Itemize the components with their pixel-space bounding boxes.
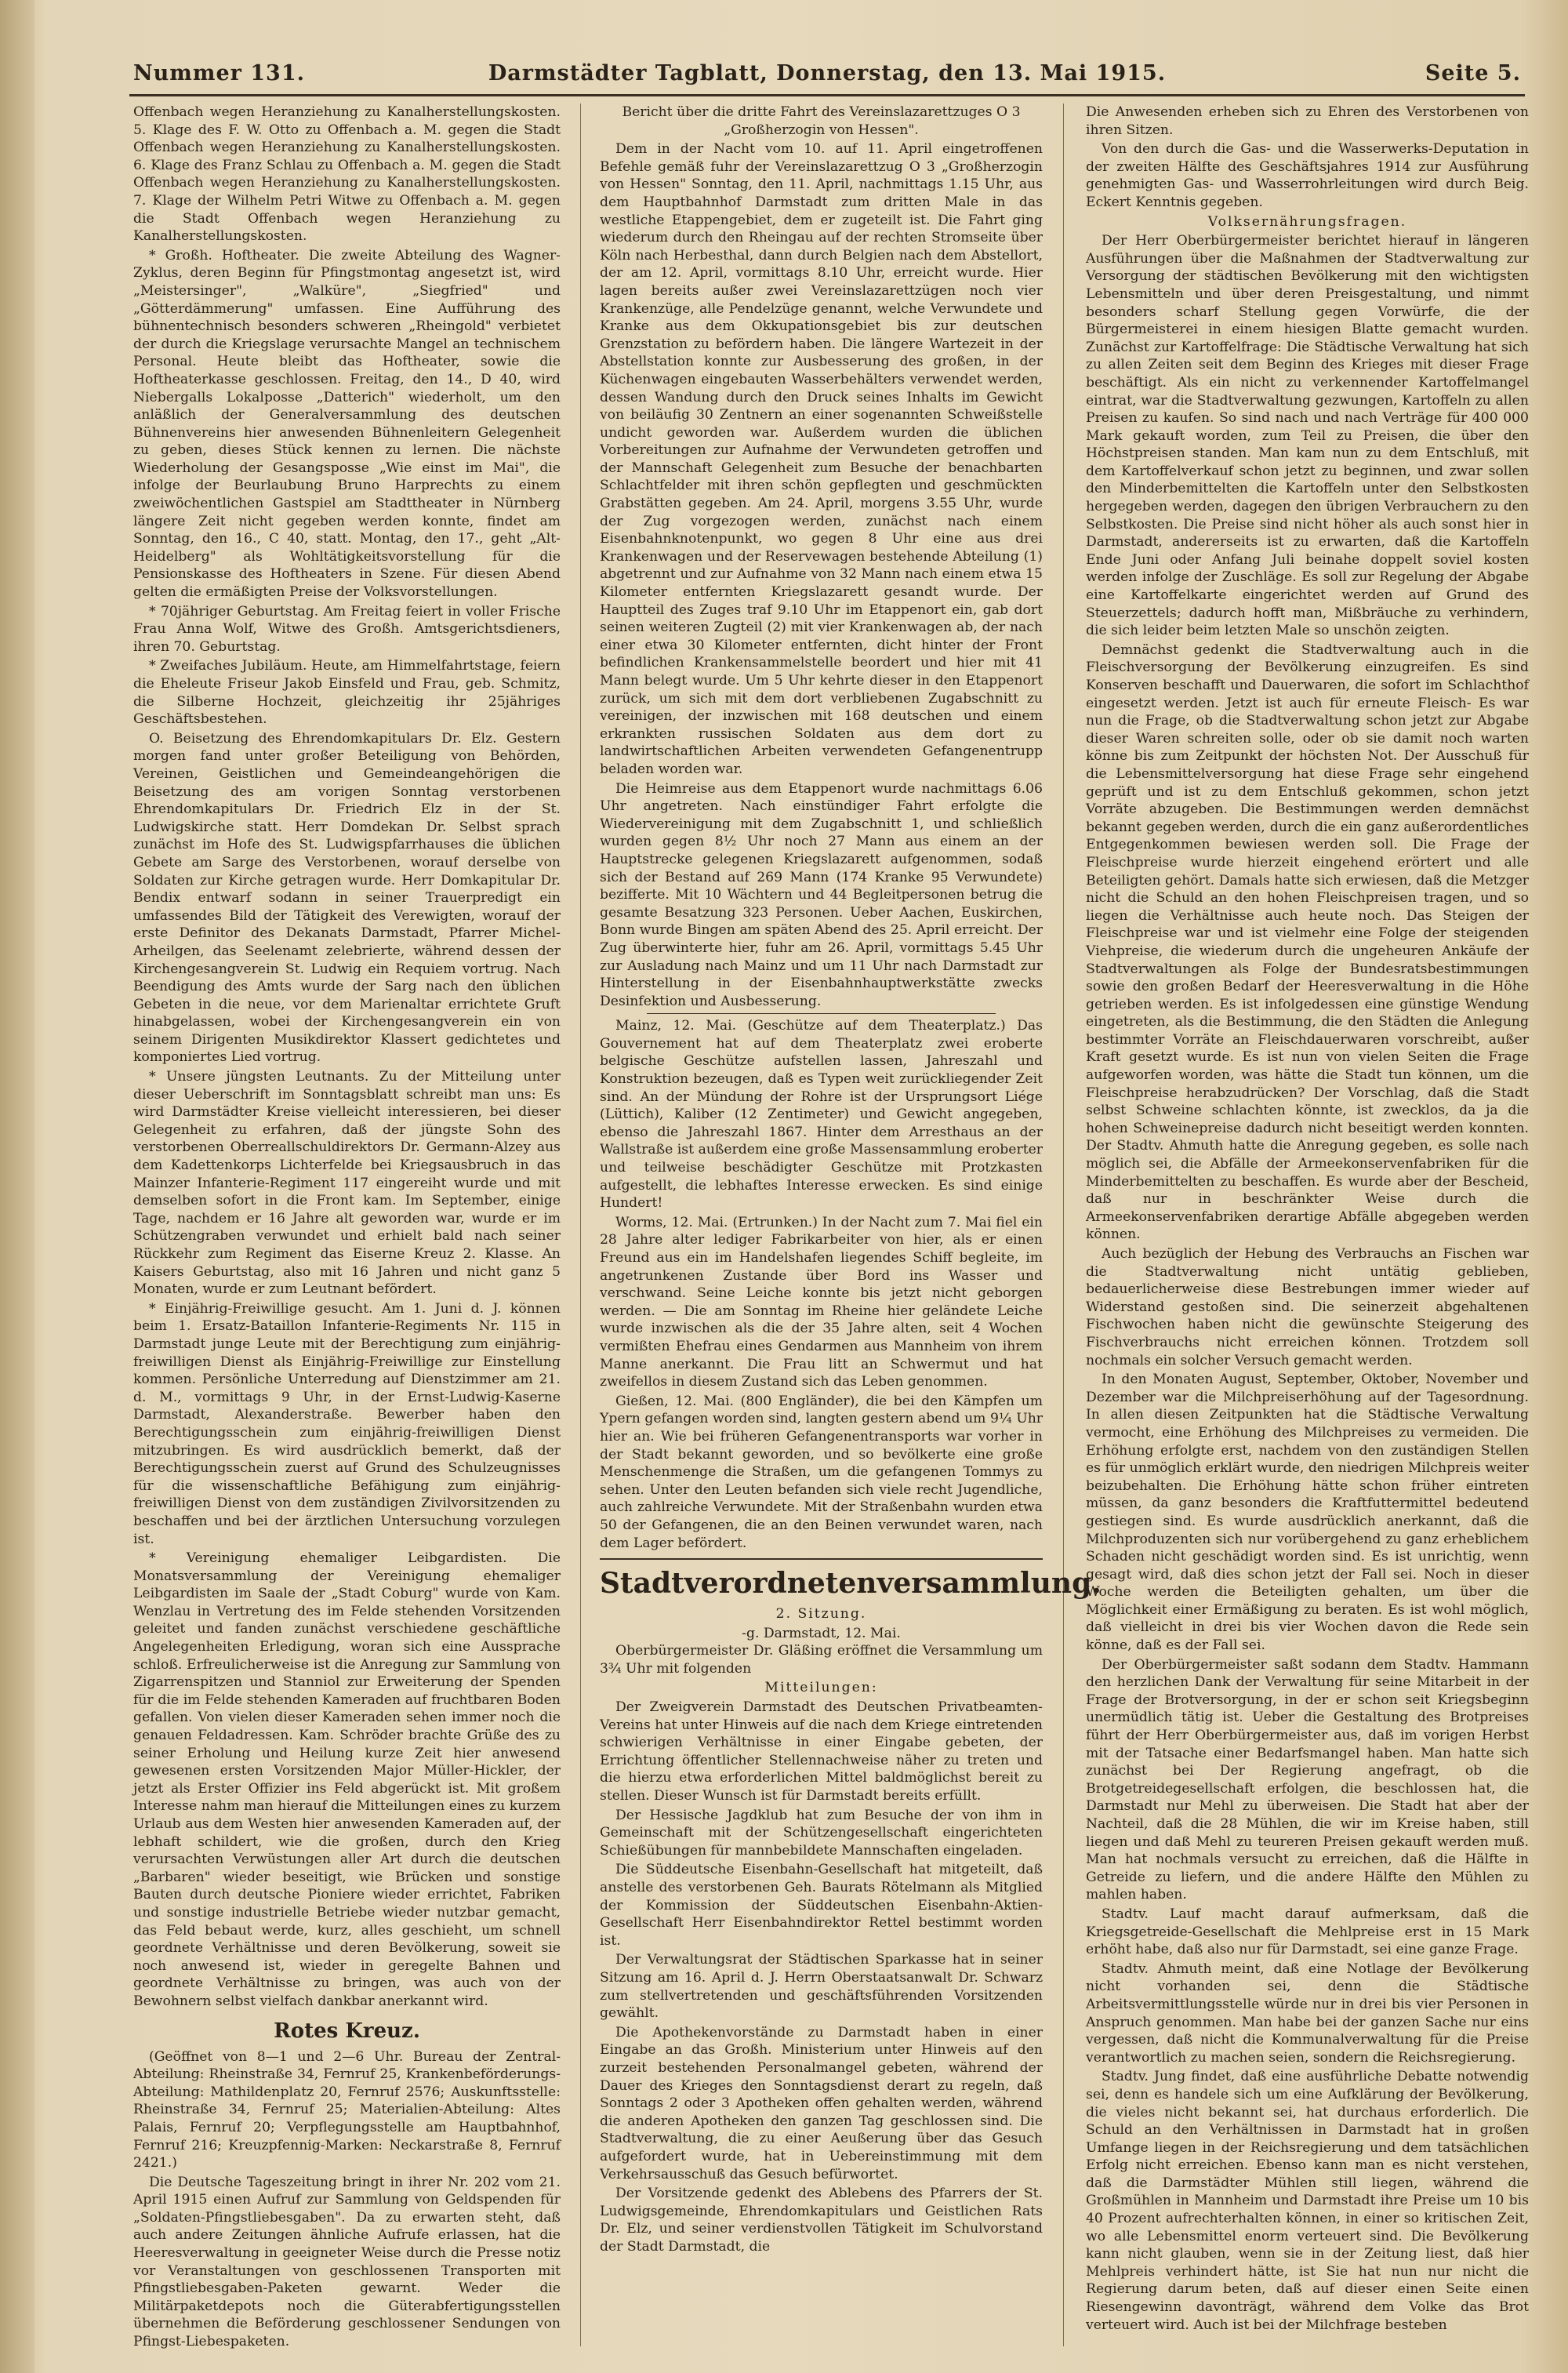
- column-right: [1086, 104, 1529, 2346]
- paragraph: Stadtv. Jung findet, daß eine ausführliche Debatte notwendig sei, denn es handele sich um eine Aufklärung der Bevölkerung, die vieles nicht bekannt sei, hat durchaus erforderlich. Die Schuld an den Verhältnissen in Darmstadt hat in großen Umfange liegen in der Reichsregierung und dem tatsächlichen Erfolg nicht erreichen. Ebenso kann man es nicht verstehen, daß die Darmstädter Mühlen still liegen, während die Großmühlen in Mannheim und Darmstadt ihre Preise um 10 bis 40 Prozent aufrechterhalten können, in einer so kritischen Zeit, wo alle Lebensmittel enorm verteuert sind. Die Bevölkerung kann nicht glauben, wenn sie in der Zeitung liest, daß hier Mehlpreis verhindert hätte, ist Sie hat nun nur nicht die Regierung darum beten, daß auf dieser einen Seite einen Riesengewinn davonträgt, während dem Volke das Brot verteuert wird. Auch ist bei der Milchfrage besteben: [1086, 2069, 1529, 2333]
- column-divider-1: [580, 104, 581, 2346]
- paragraph: Die Apothekenvorstände zu Darmstadt haben in einer Eingabe an das Großh. Ministerium unter Hinweis auf den zurzeit bestehenden Personalmangel gebeten, während der Dauer des Krieges den Sonntagsdienst derart zu regeln, daß Sonntags 2 oder 3 Apotheken offen gehalten werden, während die anderen Apotheken den ganzen Tag geschlossen sind. Die Stadtverwaltung, die zu einer Aeußerung über das Gesuch aufgefordert wurde, hat in Uebereinstimmung mit dem Verkehrsausschuß das Gesuch befürwortet.: [600, 2024, 1043, 2182]
- paragraph: Offenbach wegen Heranziehung zu Kanalherstellungskosten. 5. Klage des F. W. Otto zu Offenbach a. M. gegen die Stadt Offenbach wegen Heranziehung zu Kanalherstellungskosten. 6. Klage des Franz Schlau zu Offenbach a. M. gegen die Stadt Offenbach wegen Heranziehung zu Kanalherstellungskosten. 7. Klage der Wilhelm Petri Witwe zu Offenbach a. M. gegen die Stadt Offenbach wegen Heranziehung zu Kanalherstellungskosten.: [133, 104, 561, 245]
- issue-number: Nummer 131.: [133, 61, 306, 85]
- masthead-line: Darmstädter Tagblatt, Donnerstag, den 13. Mai 1915.: [488, 61, 1167, 85]
- dateline: -g. Darmstadt, 12. Mai.: [742, 1625, 901, 1641]
- session-number: 2. Sitzung.: [775, 1606, 867, 1623]
- paragraph: * 70jähriger Geburtstag. Am Freitag feiert in voller Frische Frau Anna Wolf, Witwe des Großh. Amtsgerichtsdieners, ihren 70. Geburtstag.: [133, 603, 561, 655]
- paragraph: Die Heimreise aus dem Etappenort wurde nachmittags 6.06 Uhr angetreten. Nach einstündiger Fahrt erfolgte die Wiedervereinigung mit dem Zugabschnitt 1, und schließlich wurden gegen 8½ Uhr noch 27 Mann aus einem an der Hauptstrecke gelegenen Kriegslazarett aufgenommen, sodaß sich der Bestand auf 269 Mann (174 Kranke 95 Verwundete) bezifferte. Mit 10 Wächtern und 44 Begleitpersonen betrug die gesamte Besatzung 323 Personen. Ueber Aachen, Euskirchen, Bonn wurde Bingen am späten Abend des 25. April erreicht. Der Zug überwinterte hier, fuhr am 26. April, vormittags 5.45 Uhr zur Ausladung nach Mainz und um 11 Uhr nach Darmstadt zur Hinterstellung in der Eisenbahnhauptwerkstätte zwecks Desinfektion und Ausbesserung.: [600, 780, 1043, 1009]
- paragraph: Die Anwesenden erheben sich zu Ehren des Verstorbenen von ihren Sitzen.: [1086, 104, 1529, 138]
- subheading-food-questions: Volksernährungsfragen.: [1207, 213, 1407, 230]
- column-left: [133, 104, 561, 2350]
- paragraph: * Zweifaches Jubiläum. Heute, am Himmelfahrtstage, feiern die Eheleute Friseur Jakob Einsfeld und Frau, geb. Schmitz, die Silberne Hochzeit, gleichzeitig ihr 25jähriges Geschäftsbestehen.: [133, 658, 561, 728]
- paragraph: Gießen, 12. Mai. (800 Engländer), die bei den Kämpfen um Ypern gefangen worden sind, langten gestern abend um 9¼ Uhr hier an. Wie bei früheren Gefangenentransports war vorher in der Stadt bekannt geworden, und so bevölkerte eine große Menschenmenge die Straßen, um die gefangenen Tommys zu sehen. Unter den Leuten befanden sich viele recht Jugendliche, auch zahlreiche Verwundete. Mit der Straßenbahn wurden etwa 50 der Gefangenen, die an den Beinen verwundet waren, nach dem Lager befördert.: [600, 1393, 1043, 1551]
- paragraph: Dem in der Nacht vom 10. auf 11. April eingetroffenen Befehle gemäß fuhr der Vereinslazarettzug O 3 „Großherzogin von Hessen" Sonntag, den 11. April, nachmittags 1.15 Uhr, aus dem Hauptbahnhof Darmstadt zum dritten Male in das westliche Etappengebiet, dem er zugeteilt ist. Die Fahrt ging wiederum durch den Rheingau auf der rechten Stromseite über Köln nach Herbesthal, dann durch Belgien nach dem Abstellort, der am 12. April, vormittags 8.10 Uhr, erreicht wurde. Hier lagen bereits außer zwei Vereinslazarettzügen noch vier Krankenzüge, alle Pendelzüge genannt, welche Verwundete und Kranke aus dem Okkupationsgebiet bis zur deutschen Grenzstation zu befördern haben. Die längere Wartezeit in der Abstellstation konnte zur Ausbesserung des großen, in der Küchenwagen eingebauten Wasserbehälters verwendet werden, dessen Wandung durch den Druck seines Inhalts im Gewicht von beiläufig 30 Zentnern an einer sogenannten Schweißstelle undicht geworden war. Außerdem wurden die üblichen Vorbereitungen zur Aufnahme der Verwundeten getroffen und der Mannschaft Gelegenheit zum Besuche der benachbarten Schlachtfelder mit ihren schön gepflegten und geschmückten Grabstätten gegeben. Am 24. April, morgens 3.55 Uhr, wurde der Zug vorgezogen werden, zunächst nach einem Eisenbahnknotenpunkt, wo gegen 8 Uhr eine aus drei Krankenwagen und der Reservewagen bestehende Abteilung (1) abgetrennt und zur Aufnahme von 32 Mann nach einem etwa 15 Kilometer entfernten Kriegslazarett gesandt wurde. Der Hauptteil des Zuges traf 9.10 Uhr im Etappenort ein, gab dort seinen weiteren Zugteil (2) mit vier Krankenwagen ab, der nach einer etwa 30 Kilometer entfernten, dicht hinter der Front befindlichen Krankensammelstelle beordert und hier mit 41 Mann belegt wurde. Um 5 Uhr kehrte dieser in den Etappenort zurück, um sich mit dem dort verbliebenen Zugabschnitt zu vereinigen, der inzwischen mit 168 deutschen und einem erkrankten russischen Soldaten aus dem dort zu landwirtschaftlichen Arbeiten verwendeten Gefangenentrupp beladen worden war.: [600, 141, 1043, 777]
- paragraph: Oberbürgermeister Dr. Gläßing eröffnet die Versammlung um 3¾ Uhr mit folgenden: [600, 1643, 1043, 1677]
- paragraph: Auch bezüglich der Hebung des Verbrauchs an Fischen war die Stadtverwaltung nicht untätig geblieben, bedauerlicherweise diese Bestrebungen immer wieder auf Widerstand gestoßen sind. Die seinerzeit abgehaltenen Fischwochen haben nicht die gewünschte Steigerung des Fischverbrauchs nicht erreichen können. Trotzdem soll nochmals ein solcher Versuch gemacht werden.: [1086, 1246, 1529, 1368]
- paragraph: Die Deutsche Tageszeitung bringt in ihrer Nr. 202 vom 21. April 1915 einen Aufruf zur Sammlung von Geldspenden für „Soldaten-Pfingstliebesgaben". Da zu erwarten steht, daß auch andere Zeitungen ähnliche Aufrufe erlassen, hat die Heeresverwaltung in geeigneter Weise durch die Presse notiz vor Veranstaltungen von geschlossenen Transporten mit Pfingstliebesgaben-Paketen gewarnt. Weder die Militärpaketdepots noch die Güterabfertigungsstellen übernehmen die Beförderung geschlossener Sendungen von Pfingst-Liebespaketen.: [133, 2174, 561, 2350]
- paragraph: O. Beisetzung des Ehrendomkapitulars Dr. Elz. Gestern morgen fand unter großer Beteiligung von Behörden, Vereinen, Geistlichen und Gemeindeangehörigen die Beisetzung des am vorigen Sonntag verstorbenen Ehrendomkapitulars Dr. Friedrich Elz in der St. Ludwigskirche statt. Herr Domdekan Dr. Selbst sprach zunächst im Hofe des St. Ludwigspfarrhauses die üblichen Gebete am Sarge des Verstorbenen, worauf derselbe von Soldaten zur Kirche getragen wurde. Herr Domkapitular Dr. Bendix entwarf sodann in seiner Trauerpredigt ein umfassendes Bild der Tätigkeit des Verewigten, worauf der erste Definitor des Dekanats Darmstadt, Pfarrer Michel-Arheilgen, das Seelenamt zelebrierte, während dessen der Kirchengesangverein St. Ludwig ein Requiem vortrug. Nach Beendigung des Amts wurde der Sarg nach den üblichen Gebeten in die neue, vor dem Marienaltar errichtete Gruft hinabgelassen, wobei der Kirchengesangverein ein von seinem Dirigenten Musikdirektor Klassert gedichtetes und komponiertes Lied vortrug.: [133, 730, 561, 1066]
- divider: [647, 1013, 996, 1014]
- paragraph: Der Zweigverein Darmstadt des Deutschen Privatbeamten-Vereins hat unter Hinweis auf die nach dem Kriege eintretenden schwierigen Verhältnisse in einer Eingabe gebeten, der Errichtung öffentlicher Stellennachweise näher zu treten und die hierzu etwa erforderlichen Mittel baldmöglichst bereit zu stellen. Dieser Wunsch ist für Darmstadt bereits erfüllt.: [600, 1699, 1043, 1804]
- paragraph: Demnächst gedenkt die Stadtverwaltung auch in die Fleischversorgung der Bevölkerung einzugreifen. Es sind Konserven beschafft und Dauerwaren, die sofort im Schlachthof eingesetzt werden. Jetzt ist auch für erneute Fleisch- Es war nun die Frage, ob die Stadtverwaltung schon jetzt zur Abgabe dieser Waren schreiten solle, oder ob sie damit noch warten könne bis zum Zeitpunkt der höchsten Not. Der Ausschuß für die Lebensmittelversorgung hat diese Frage sehr eingehend geprüft und ist zu dem Entschluß gekommen, schon jetzt Vorräte abzugeben. Die Bestimmungen werden demnächst bekannt gegeben werden, durch die ein ganz außerordentliches Entgegenkommen bewiesen werden soll. Die Frage der Fleischpreise wurde hierzeit eingehend erörtert und alle Beteiligten gehört. Damals hatte sich erwiesen, daß die Metzger nicht die Schuld an den hohen Fleischpreisen tragen, und so liegen die Verhältnisse auch heute noch. Das Steigen der Fleischpreise war und ist vielmehr eine Folge der steigenden Viehpreise, die wiederum durch die ungeheuren Ankäufe der Stadtverwaltungen als Folge der Bundesratsbestimmungen sowie den großen Bedarf der Heeresverwaltung in die Höhe getrieben werden. Es ist infolgedessen eine günstige Wendung eingetreten, als die Bestimmung, die den Städten die Anlegung bestimmter Vorräte an Fleischdauerwaren vorschreibt, außer Kraft gesetzt wurde. Es ist nun von vielen Seiten die Frage aufgeworfen worden, was hätte die Stadt tun können, um die Fleischpreise herabzudrücken? Der Vorschlag, daß die Stadt selbst Schweine schlachten könnte, ist zwecklos, da ja die hohen Schweinepreise dadurch nicht beseitigt werden konnten. Der Stadtv. Ahmuth hatte die Anregung gegeben, es solle nach möglich sei, die Abfälle der Armeekonservenfabriken für die Minderbemittelten zu beschaffen. Es wurde aber der Bescheid, daß nur in beschränkter Weise durch die Armeekonservenfabriken derartige Abfälle abgegeben werden können.: [1086, 641, 1529, 1243]
- paragraph: In den Monaten August, September, Oktober, November und Dezember war die Milchpreiserhöhung auf der Tagesordnung. In allen diesen Zeitpunkten hat die Städtische Verwaltung vermocht, eine Erhöhung des Milchpreises zu vermeiden. Die Erhöhung erfolgte erst, nachdem von den zuständigen Stellen es für unmöglich erklärt wurde, den niedrigen Milchpreis weiter beizubehalten. Die Erhöhung hätte schon früher eintreten müssen, da ganz besonders die Kraftfuttermittel bedeutend gestiegen sind. Es wurde ausdrücklich anerkannt, daß die Milchproduzenten sich nur vorübergehend zu ganz erheblichem Schaden nicht geschädigt worden sind. Es ist unrichtig, wenn gesagt wird, daß dies schon jetzt der Fall sei. Noch in dieser Woche werden die Beteiligten gehalten, um über die Möglichkeit einer Ermäßigung zu beraten. Es ist wohl möglich, daß vielleicht in drei bis vier Wochen davon die Rede sein könne, daß es der Fall sei.: [1086, 1372, 1529, 1654]
- paragraph: Der Oberbürgermeister saßt sodann dem Stadtv. Hammann den herzlichen Dank der Verwaltung für seine Mitarbeit in der Frage der Brotversorgung, in der er schon seit Kriegsbeginn unermüdlich tätig ist. Ueber die Gestaltung des Brotpreises führt der Herr Oberbürgermeister aus, daß im vorigen Herbst mit der Tatsache einer Bedarfsmangel haben. Man hatte sich zunächst bei Der Regierung angefragt, ob die Brotgetreidegesellschaft erfolgen, die beschlossen hat, die Darmstadt nur Mehl zu überweisen. Die Stadt hat aber der Nachteil, daß die 28 Mühlen, die wir im Kreise haben, still liegen und daß Mehl zu teureren Preisen gekauft werden muß. Man hat nochmals versucht zu erreichen, daß die Hälfte in Getreide zu liefern, und die andere Hälfte den Mühlen zu mahlen haben.: [1086, 1656, 1529, 1903]
- paragraph: Die Süddeutsche Eisenbahn-Gesellschaft hat mitgeteilt, daß anstelle des verstorbenen Geh. Baurats Rötelmann als Mitglied der Kommission der Süddeutschen Eisenbahn-Aktien-Gesellschaft Herr Eisenbahndirektor Rettel bestimmt worden ist.: [600, 1862, 1043, 1949]
- paragraph: (Geöffnet von 8—1 und 2—6 Uhr. Bureau der Zentral-Abteilung: Rheinstraße 34, Fernruf 25, Krankenbeförderungs-Abteilung: Mathildenplatz 20, Fernruf 2576; Auskunftsstelle: Rheinstraße 34, Fernruf 25; Materialien-Abteilung: Altes Palais, Fernruf 20; Verpflegungsstelle am Hauptbahnhof, Fernruf 216; Kreuzpfennig-Marken: Neckarstraße 8, Fernruf 2421.): [133, 2048, 561, 2171]
- paragraph: Der Hessische Jagdklub hat zum Besuche der von ihm in Gemeinschaft mit der Schützengesellschaft eingerichteten Schießübungen für mannbebildete Mannschaften eingeladen.: [600, 1807, 1043, 1859]
- paragraph: Worms, 12. Mai. (Ertrunken.) In der Nacht zum 7. Mai fiel ein 28 Jahre alter lediger Fabrikarbeiter von hier, als er einen Freund aus ein im Handelshafen liegendes Schiff begleite, im angetrunkenen Zustande über Bord ins Wasser und verschwand. Seine Leiche konnte bis jetzt nicht geborgen werden. — Die am Sonntag im Rheine hier geländete Leiche wurde inzwischen als die der 35 Jahre alten, seit 4 Wochen vermißten Ehefrau eines Gendarmen aus Mannheim von ihrem Manne anerkannt. Die Frau litt an Schwermut und hat zweifellos in diesem Zustand sich das Leben genommen.: [600, 1214, 1043, 1390]
- paragraph: * Einjährig-Freiwillige gesucht. Am 1. Juni d. J. können beim 1. Ersatz-Bataillon Infanterie-Regiments Nr. 115 in Darmstadt junge Leute mit der Berechtigung zum einjährig-freiwilligen Dienst als Einjährig-Freiwillige zur Einstellung kommen. Persönliche Unterredung auf Dienstzimmer am 21. d. M., vormittags 9 Uhr, in der Ernst-Ludwig-Kaserne Darmstadt, Alexanderstraße. Bewerber haben den Berechtigungsschein zum einjährig-freiwilligen Dienst mitzubringen. Es wird ausdrücklich bemerkt, daß der Berechtigungsschein zuerst auf Grund des Schulzeugnisses für die wissenschaftliche Befähigung zum einjährig-freiwilligen Dienst von dem zuständigen Zivilvorsitzenden zu beschaffen und bei der ärztlichen Untersuchung vorzulegen ist.: [133, 1300, 561, 1547]
- section-title-red-cross: Rotes Kreuz.: [274, 2019, 420, 2043]
- paragraph: * Vereinigung ehemaliger Leibgardisten. Die Monatsversammlung der Vereinigung ehemaliger Leibgardisten im Saale der „Stadt Coburg" wurde von Kam. Wenzlau in Vertretung des im Felde stehenden Vorsitzenden geleitet und fanden zunächst verschiedene geschäftliche Angelegenheiten Erledigung, woran sich eine Aussprache schloß. Erfreulicherweise ist die Anregung zur Sammlung von Zigarrenspitzen und Stanniol zur Erweiterung der Spenden für die im Felde stehenden Kameraden auf fruchtbaren Boden gefallen. Von vielen dieser Kameraden sehen immer noch die genauen Feldadressen. Kam. Schröder brachte Grüße des zu seiner Erholung und Heilung kurze Zeit hier anwesend gewesenen ersten Vorsitzenden Major Müller-Hickler, der jetzt als Erster Offizier ins Feld abgerückt ist. Mit großem Interesse nahm man hierauf die Mitteilungen eines zu kurzem Urlaub aus dem Westen hier anwesenden Kameraden auf, der lebhaft schildert, wie die großen, durch den Krieg verursachten Verwüstungen aller Art durch die deutschen „Barbaren" wieder beseitigt, wie Brücken und sonstige Bauten durch deutsche Pioniere wieder errichtet, Fabriken und sonstige industrielle Betriebe wieder nutzbar gemacht, das Feld bebaut werde, kurz, alles geschieht, um schnell geordnete Verhältnisse und deren Bevölkerung, soweit sie noch anwesend ist, wieder in geregelte Bahnen und geordnete Verhältnisse zu bringen, was auch von der Bewohnern selbst vielfach dankbar anerkannt wird.: [133, 1550, 561, 2009]
- page-edge-shadow: [0, 0, 34, 2373]
- column-middle: [600, 104, 1102, 2346]
- paragraph: Mainz, 12. Mai. (Geschütze auf dem Theaterplatz.) Das Gouvernement hat auf dem Theaterplatz zwei eroberte belgische Geschütze aufstellen lassen, Jahreszahl und Konstruktion bezeugen, daß es Typen weit zurückliegender Zeit sind. An der Mündung der Rohre ist der Ursprungsort Liége (Lüttich), Kaliber (12 Zentimeter) und Gewicht angegeben, ebenso die Jahreszahl 1867. Hinter dem Arresthaus an der Wallstraße ist außerdem eine große Massensammlung eroberter und teilweise beschädigter Geschütze mit Protzkasten aufgestellt, die lebhaftes Interesse erwecken. Es sind einige Hundert!: [600, 1018, 1043, 1212]
- paragraph: * Großh. Hoftheater. Die zweite Abteilung des Wagner-Zyklus, deren Beginn für Pfingstmontag angesetzt ist, wird „Meistersinger", „Walküre", „Siegfried" und „Götterdämmerung" umfassen. Eine Aufführung des bühnentechnisch besonders schweren „Rheingold" verbietet der durch die Kriegslage verursachte Mangel an technischem Personal. Heute bleibt das Hoftheater, sowie die Hoftheaterkasse geschlossen. Freitag, den 14., D 40, wird Niebergalls Lokalposse „Datterich" wiederholt, um den anläßlich der Generalversammlung des deutschen Bühnenvereins hier anwesenden Bühnenleitern Gelegenheit zu geben, dieses Stück kennen zu lernen. Die nächste Wiederholung der Gesangsposse „Wie einst im Mai", die infolge der Beurlaubung Bruno Harprechts zu einem zweiwöchentlichen Gastspiel am Stadttheater in Nürnberg längere Zeit nicht gegeben werden konnte, findet am Sonntag, den 16., C 40, statt. Montag, den 17., geht „Alt-Heidelberg" als Wohltätigkeitsvorstellung für die Pensionskasse des Hoftheaters in Szene. Für diesen Abend gelten die ermäßigten Preise der Volksvorstellungen.: [133, 247, 561, 601]
- paragraph: Der Herr Oberbürgermeister berichtet hierauf in längeren Ausführungen über die Maßnahmen der Stadtverwaltung zur Versorgung der städtischen Bevölkerung mit den wichtigsten Lebensmitteln und über deren Preisgestaltung, und nimmt besonders scharf Stellung gegen Vorwürfe, die der Bürgermeisterei in einem hiesigen Blatte gemacht wurden. Zunächst zur Kartoffelfrage: Die Städtische Verwaltung hat sich zu allen Zeiten seit dem Beginn des Krieges mit dieser Frage beschäftigt. Als ein nicht zu verkennender Kartoffelmangel eintrat, war die Stadtverwaltung gezwungen, Kartoffeln zu allen Preisen zu kaufen. So sind nach und nach Verträge für 400 000 Mark gekauft worden, zum Teil zu Preisen, die über den Höchstpreisen standen. Man kam nun zu dem Entschluß, mit dem Kartoffelverkauf schon jetzt zu beginnen, und zwar sollen den Minderbemittelten die Kartoffeln unter den Selbstkosten hergegeben werden, dagegen den übrigen Verbrauchern zu den Selbstkosten. Die Preise sind nicht höher als auch sonst hier in Darmstadt, andererseits ist zu erwarten, daß die Kartoffeln Ende Juni oder Anfang Juli beinahe doppelt soviel kosten werden infolge der Zuschläge. Es soll zur Regelung der Abgabe eine Kartoffelkarte eingerichtet werden auf Grund des Steuerzettels; dadurch hofft man, Mißbräuche zu verhindern, die sich leider beim letzten Male so unschön zeigten.: [1086, 233, 1529, 639]
- paragraph: Von den durch die Gas- und die Wasserwerks-Deputation in der zweiten Hälfte des Geschäftsjahres 1914 zur Ausführung genehmigten Gas- und Wasserrohrleitungen wird durch Beig. Eckert Kenntnis gegeben.: [1086, 141, 1529, 210]
- subheading-announcements: Mitteilungen:: [764, 1680, 878, 1696]
- column-divider-2: [1063, 104, 1064, 2346]
- page-header: [133, 61, 1521, 97]
- paragraph: * Unsere jüngsten Leutnants. Zu der Mitteilung unter dieser Ueberschrift im Sonntagsblatt schreibt man uns: Es wird Darmstädter Kreise vielleicht interessieren, bei dieser Gelegenheit zu erfahren, daß der jüngste Sohn des verstorbenen Oberreallschuldirektors Dr. Germann-Alzey aus dem Kadettenkorps Lichterfelde bei Kriegsausbruch in das Mainzer Infanterie-Regiment 117 eingereiht wurde und mit demselben sofort in die Front kam. Im September, einige Tage, nachdem er 16 Jahre alt geworden war, wurde er im Schützengraben verwundet und erhielt bald nach seiner Rückkehr zum Regiment das Eiserne Kreuz 2. Klasse. An Kaisers Geburtstag, also mit 16 Jahren und nicht ganz 5 Monaten, wurde er zum Leutnant befördert.: [133, 1069, 561, 1298]
- paragraph: Stadtv. Lauf macht darauf aufmerksam, daß die Kriegsgetreide-Gesellschaft die Mehlpreise erst in 15 Mark erhöht habe, daß also nur für Darmstadt, sei eine ganze Frage.: [1086, 1906, 1529, 1958]
- article-heading: Bericht über die dritte Fahrt des Vereinslazarettzuges O 3 „Großherzogin von Hessen".: [622, 104, 1021, 138]
- paragraph: Stadtv. Ahmuth meint, daß eine Notlage der Bevölkerung nicht vorhanden sei, denn die Städtische Arbeitsvermittlungsstelle würde nur in drei bis vier Personen in Anspruch genommen. Man habe bei der ganzen Sache nur eins vergessen, daß nicht die Kommunalverwaltung für die Preise verantwortlich zu machen seien, sondern die Reichsregierung.: [1086, 1961, 1529, 2066]
- page-number: Seite 5.: [1425, 61, 1521, 85]
- paragraph: Der Vorsitzende gedenkt des Ablebens des Pfarrers der St. Ludwigsgemeinde, Ehrendomkapitulars und Geistlichen Rats Dr. Elz, und seiner verdienstvollen Tätigkeit im Schulvorstand der Stadt Darmstadt, die: [600, 2186, 1043, 2255]
- header-rule: [129, 94, 1525, 96]
- paragraph: Der Verwaltungsrat der Städtischen Sparkasse hat in seiner Sitzung am 16. April d. J. Herrn Oberstaatsanwalt Dr. Schwarz zum stellvertretenden und geschäftsführenden Vorsitzenden gewählt.: [600, 1952, 1043, 2022]
- section-title-council: Stadtverordnetenversammlung.: [600, 1567, 1102, 1601]
- section-divider: [600, 1558, 1043, 1560]
